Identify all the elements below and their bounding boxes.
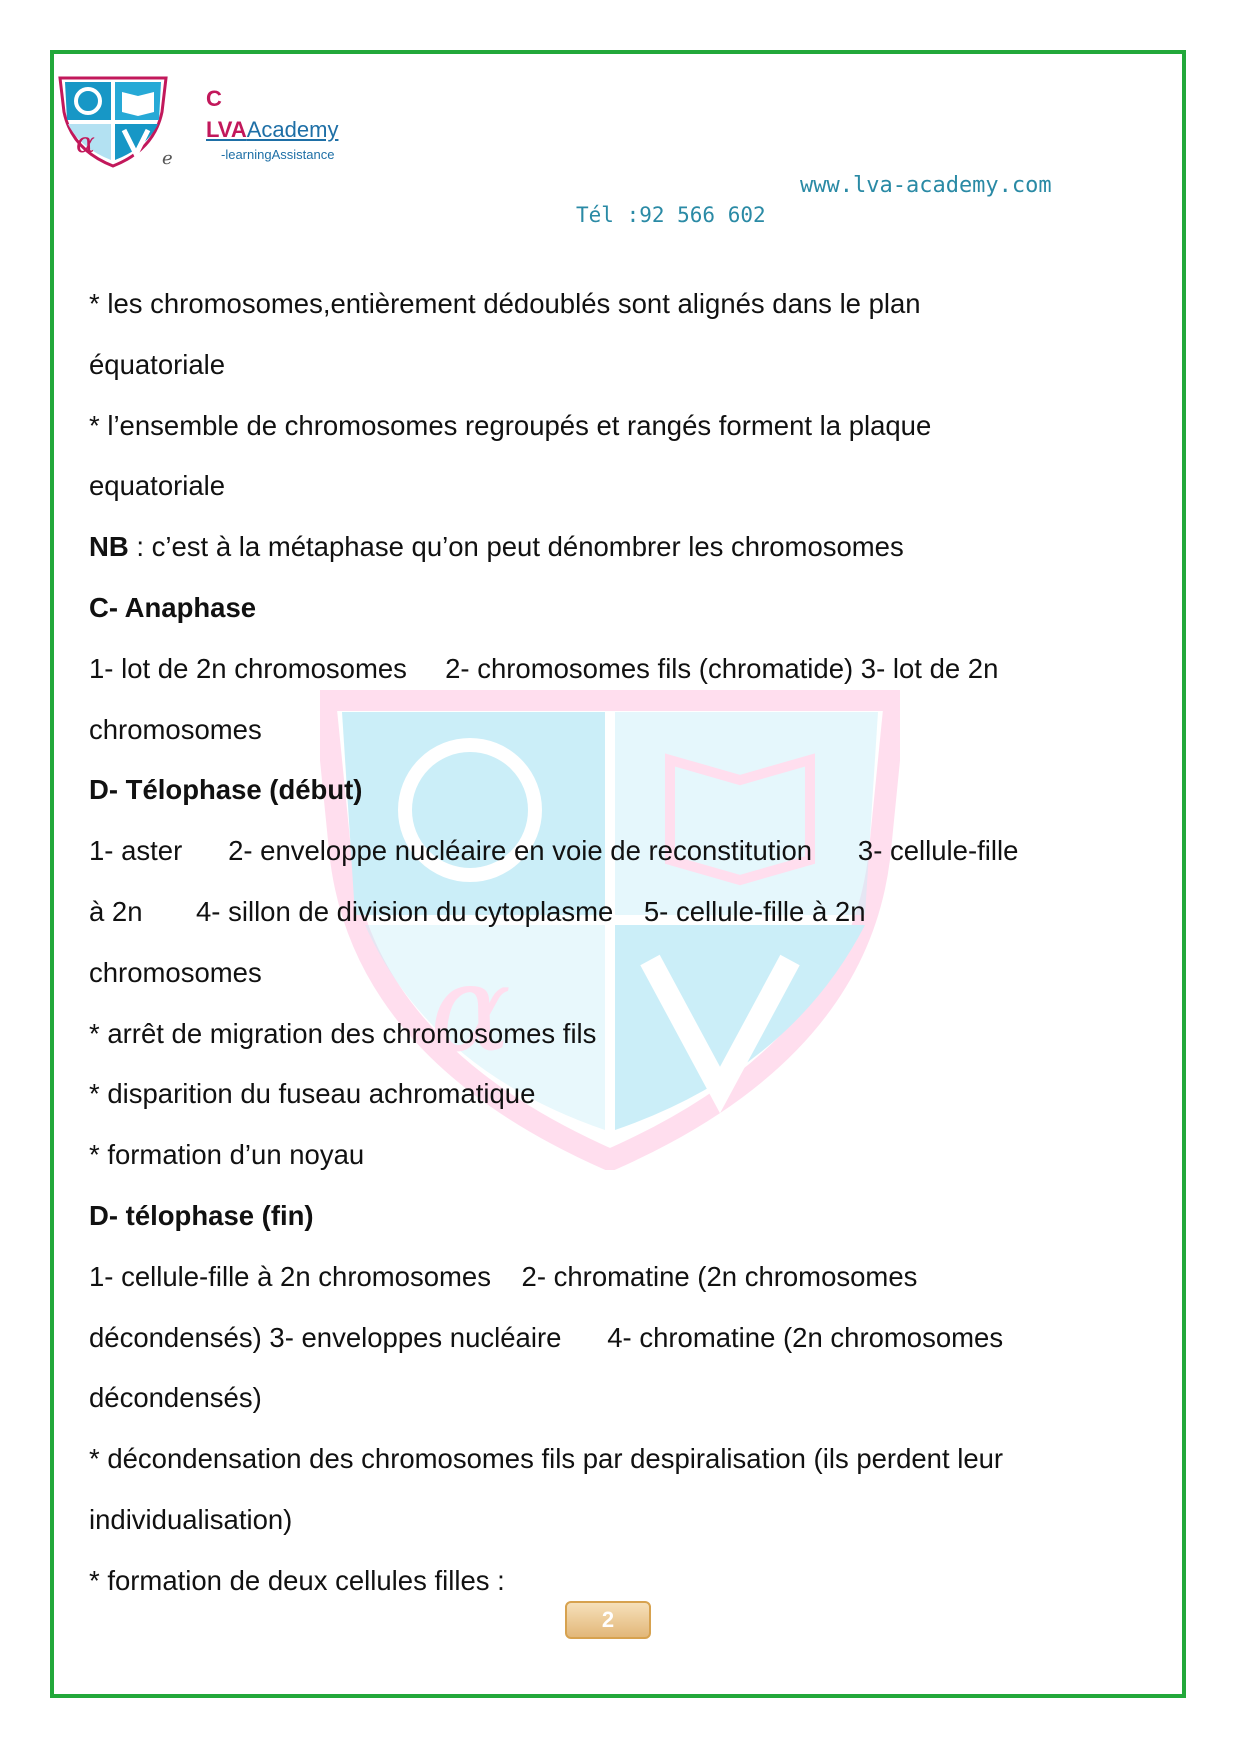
text-line: chromosomes <box>89 956 262 988</box>
brand-academy: Academy <box>246 117 339 143</box>
brand-tagline: -learningAssistance <box>221 146 335 162</box>
text-line: equatoriale <box>89 470 226 502</box>
brand-name <box>206 117 338 142</box>
text-line: * les chromosomes,entièrement dédoublés sont alignés dans le plan <box>89 288 921 319</box>
text-line: * l’ensemble de chromosomes regroupés et rangés forment la plaque <box>89 409 932 441</box>
text-line: * arrêt de migration des chromosomes fils <box>89 1017 597 1049</box>
brand-block <box>206 86 338 163</box>
phone-number: Tél :92 566 602 <box>576 203 766 227</box>
document-body <box>89 274 1139 1612</box>
page-number-badge: 2 <box>565 1601 651 1639</box>
section-heading: D- télophase (fin) <box>89 1199 314 1231</box>
text-line: 1- lot de 2n chromosomes 2- chromosomes fils (chromatide) 3- lot de 2n <box>89 652 999 684</box>
text-line: décondensés) 3- enveloppes nucléaire 4- chromatine (2n chromosomes <box>89 1321 1004 1353</box>
svg-text:α: α <box>76 126 95 159</box>
svg-text:α: α <box>430 940 512 1079</box>
text-line: * formation d’un noyau <box>89 1139 365 1171</box>
logo-letter: e <box>162 148 173 169</box>
text-line: à 2n 4- sillon de division du cytoplasme 5- cellule-fille à 2n <box>89 895 866 927</box>
text-line: équatoriale <box>89 348 226 380</box>
lva-logo-icon <box>58 76 168 168</box>
note-text: : c’est à la métaphase qu’on peut dénombrer les chromosomes <box>128 531 904 563</box>
brand-c: C <box>206 86 222 111</box>
section-heading: D- Télophase (début) <box>89 774 363 806</box>
text-line: individualisation) <box>89 1503 293 1535</box>
brand-lva: LVA <box>206 117 247 143</box>
text-line: 1- cellule-fille à 2n chromosomes 2- chromatine (2n chromosomes <box>89 1260 918 1292</box>
text-line: * disparition du fuseau achromatique <box>89 1078 536 1110</box>
text-line: chromosomes <box>89 713 262 745</box>
note-label: NB <box>89 531 129 563</box>
website-link[interactable]: www.lva-academy.com <box>800 173 1052 198</box>
text-line: décondensés) <box>89 1382 262 1414</box>
text-line: * décondensation des chromosomes fils par despiralisation (ils perdent leur <box>89 1443 1004 1475</box>
text-line: * formation de deux cellules filles : <box>89 1564 505 1596</box>
note-line <box>89 517 1139 578</box>
section-heading: C- Anaphase <box>89 591 257 623</box>
text-line: 1- aster 2- enveloppe nucléaire en voie de reconstitution 3- cellule-fille <box>89 835 1019 867</box>
